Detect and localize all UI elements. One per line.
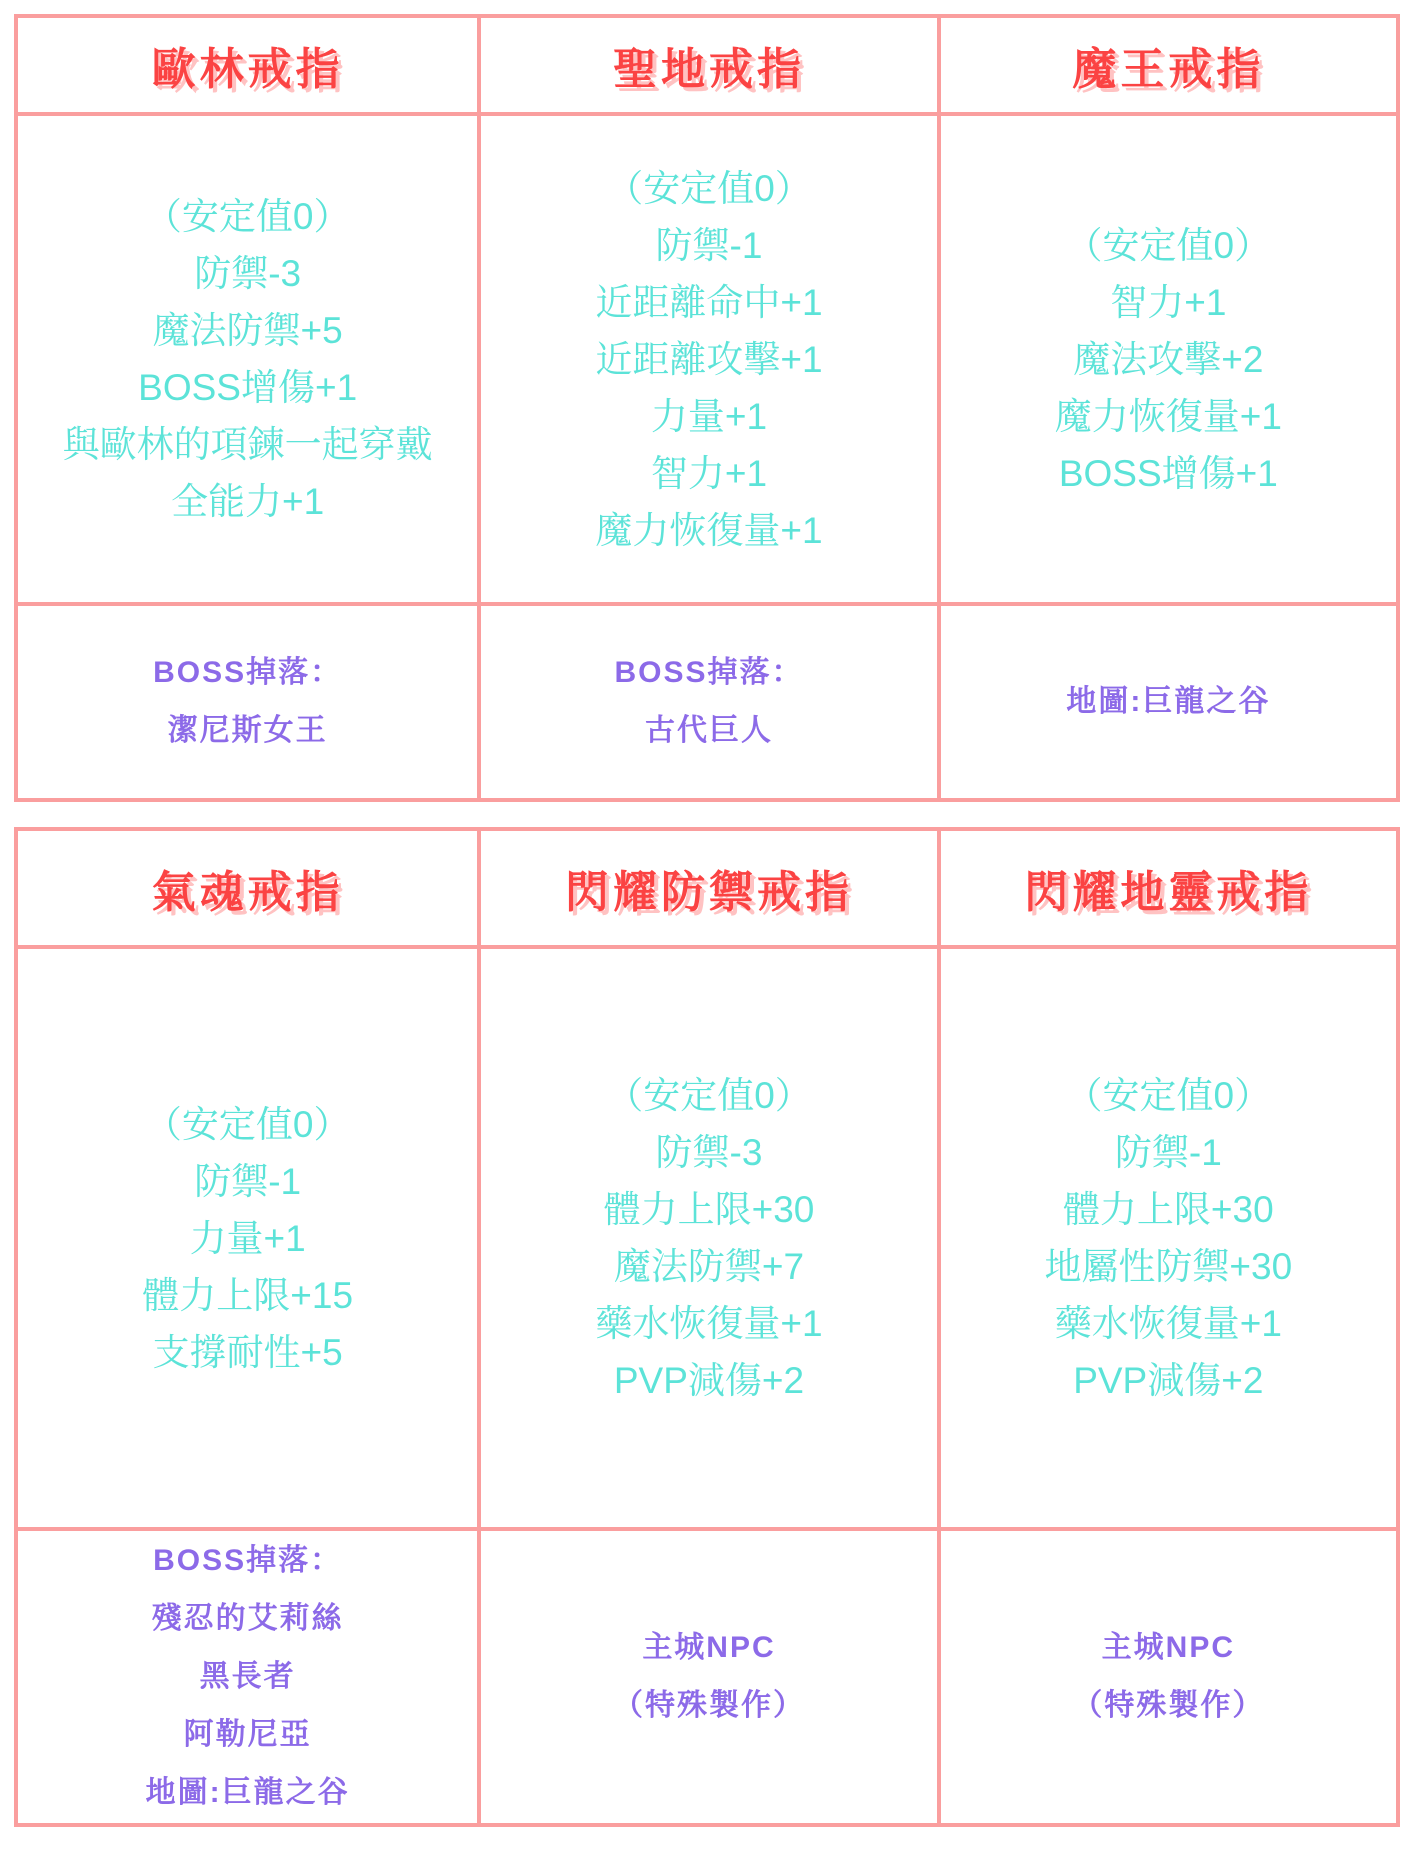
ring-title-cell [477,18,936,112]
stat-line: 防禦-3 [655,1132,763,1173]
stat-line: 防禦-1 [1114,1132,1222,1173]
ring-table-1 [14,14,1400,802]
ring-source-cell [18,1527,477,1823]
stat-line: 智力+1 [650,452,768,494]
stat-line: 體力上限+30 [603,1189,815,1230]
stat-line: 近距離攻擊+1 [595,338,823,380]
stat-line: 智力+1 [1110,281,1227,323]
ring-title: 聖地戒指 [612,45,805,94]
ring-title-cell [18,18,477,112]
ring-source-cell [937,1527,1396,1823]
stat-line: 與歐林的項鍊一起穿戴 [62,424,433,465]
ring-title-cell [937,18,1396,112]
ring-stats-cell [18,112,477,602]
stat-line: 魔法防禦+7 [613,1246,805,1287]
source-line: 主城NPC [1101,1631,1235,1664]
stat-line: 支撐耐性+5 [152,1331,343,1373]
stat-line: 力量+1 [189,1217,306,1259]
ring-stats-cell [477,945,936,1527]
source-line: （特殊製作） [612,1689,805,1722]
stat-line: 魔法防禦+5 [152,310,343,351]
stat-line: PVP減傷+2 [1073,1360,1264,1401]
stat-line: （安定值0） [144,196,351,237]
source-line: 殘忍的艾莉絲 [151,1602,344,1635]
stat-line: （安定值0） [1065,224,1272,266]
stat-line: 近距離命中+1 [595,281,823,323]
source-line: BOSS掉落： [614,656,804,689]
ring-title: 閃耀地靈戒指 [1024,868,1313,917]
stat-line: BOSS增傷+1 [1058,452,1278,494]
stat-line: 藥水恢復量+1 [595,1303,823,1344]
ring-table-2 [14,827,1400,1827]
ring-title-cell [477,831,936,945]
stat-line: 藥水恢復量+1 [1054,1303,1282,1344]
stat-line: 體力上限+30 [1062,1189,1274,1230]
ring-title: 閃耀防禦戒指 [564,868,853,917]
stat-line: （安定值0） [144,1103,351,1145]
ring-stats-cell [937,112,1396,602]
source-line: 潔尼斯女王 [167,714,328,747]
stat-line: 魔力恢復量+1 [1054,395,1282,437]
source-line: BOSS掉落： [153,1544,343,1577]
stat-line: 力量+1 [650,395,768,437]
stat-line: （安定值0） [606,1075,812,1116]
ring-stats-cell [18,945,477,1527]
source-line: 地圖:巨龍之谷 [145,1776,350,1809]
source-line: （特殊製作） [1072,1689,1265,1722]
stat-line: 體力上限+15 [142,1274,354,1316]
source-line: 黑長者 [199,1660,296,1693]
ring-source-cell [477,602,936,798]
source-line: BOSS掉落： [153,656,343,689]
stat-line: 防禦-3 [194,253,302,294]
ring-title: 歐林戒指 [151,45,344,94]
ring-source-cell [18,602,477,798]
stat-line: 地屬性防禦+30 [1044,1246,1293,1287]
stat-line: 防禦-1 [194,1160,302,1202]
stat-line: 防禦-1 [655,224,763,266]
source-line: 主城NPC [642,1631,776,1664]
source-line: 古代巨人 [644,714,773,747]
stat-line: （安定值0） [606,167,812,209]
stat-line: 魔力恢復量+1 [595,509,823,551]
source-line: 地圖:巨龍之谷 [1066,685,1271,718]
ring-source-cell [937,602,1396,798]
ring-stats-cell [937,945,1396,1527]
ring-title-cell [18,831,477,945]
stat-line: 全能力+1 [171,481,325,522]
stat-line: 魔法攻擊+2 [1073,338,1264,380]
stat-line: BOSS增傷+1 [138,367,358,408]
ring-stats-cell [477,112,936,602]
ring-source-cell [477,1527,936,1823]
stat-line: PVP減傷+2 [613,1360,805,1401]
ring-title: 氣魂戒指 [151,868,344,917]
source-line: 阿勒尼亞 [183,1718,312,1751]
ring-title: 魔王戒指 [1072,45,1265,94]
stat-line: （安定值0） [1065,1075,1272,1116]
ring-title-cell [937,831,1396,945]
